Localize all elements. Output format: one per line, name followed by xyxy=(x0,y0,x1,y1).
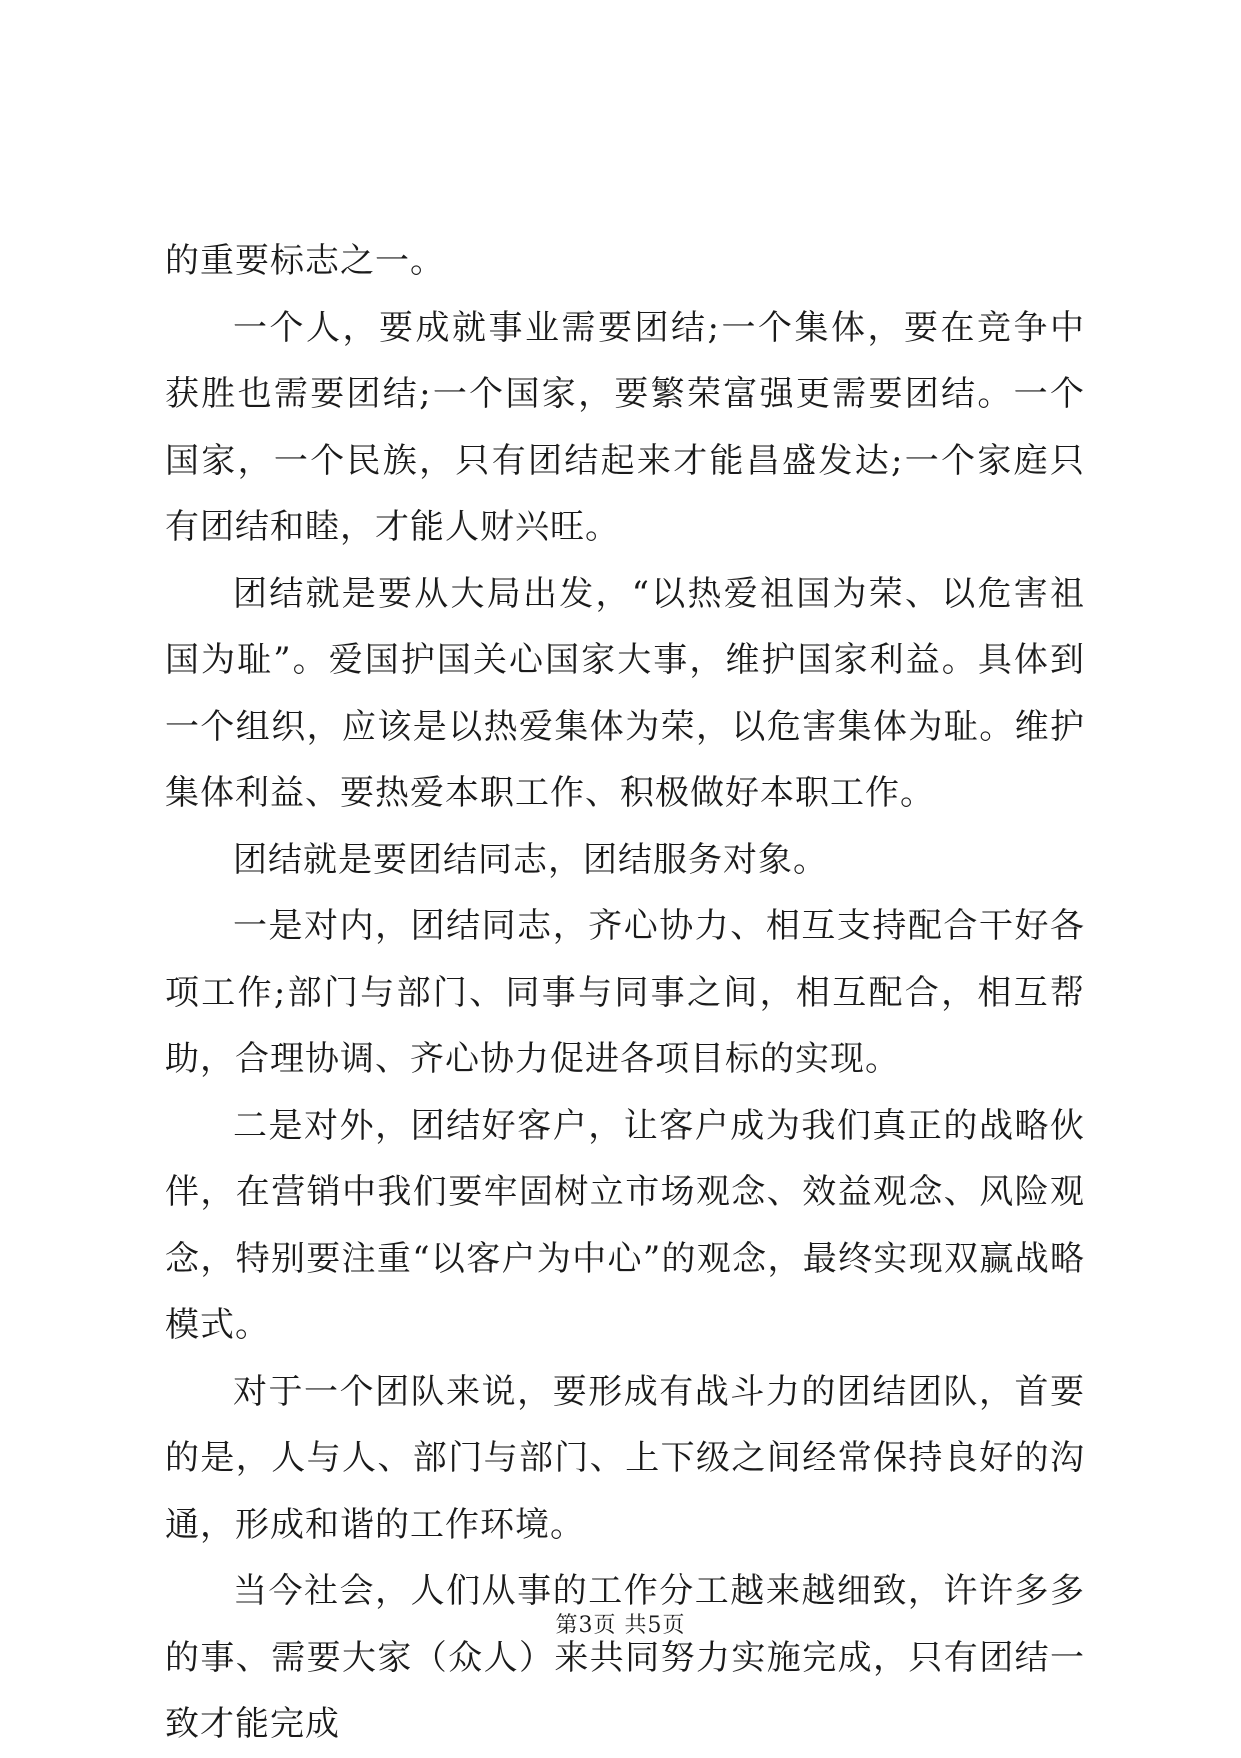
paragraph: 二是对外，团结好客户，让客户成为我们真正的战略伙伴，在营销中我们要牢固树立市场观念、效益观念、风险观念，特别要注重“以客户为中心”的观念，最终实现双赢战略模式。 xyxy=(165,1105,1085,1345)
paragraph: 的重要标志之一。 xyxy=(165,241,445,281)
paragraph: 对于一个团队来说，要形成有战斗力的团结团队，首要的是，人与人、部门与部门、上下级之间经常保持良好的沟通，形成和谐的工作环境。 xyxy=(165,1371,1085,1545)
paragraph: 团结就是要从大局出发，“以热爱祖国为荣、以危害祖国为耻”。爱国护国关心国家大事，维护国家利益。具体到一个组织，应该是以热爱集体为荣，以危害集体为耻。维护集体利益、要热爱本职工作、积极做好本职工作。 xyxy=(165,573,1085,813)
document-body xyxy=(165,228,1085,1758)
paragraph: 一个人，要成就事业需要团结;一个集体，要在竞争中获胜也需要团结;一个国家，要繁荣富强更需要团结。一个国家，一个民族，只有团结起来才能昌盛发达;一个家庭只有团结和睦，才能人财兴旺。 xyxy=(165,307,1085,547)
paragraph: 一是对内，团结同志，齐心协力、相互支持配合干好各项工作;部门与部门、同事与同事之间，相互配合，相互帮助，合理协调、齐心协力促进各项目标的实现。 xyxy=(165,906,1085,1079)
paragraph: 当今社会，人们从事的工作分工越来越细致，许许多多的事、需要大家（众人）来共同努力实施完成，只有团结一致才能完成 xyxy=(165,1571,1085,1744)
page-footer: 第3页 共5页 xyxy=(555,1613,686,1638)
paragraph: 团结就是要团结同志，团结服务对象。 xyxy=(233,839,828,880)
